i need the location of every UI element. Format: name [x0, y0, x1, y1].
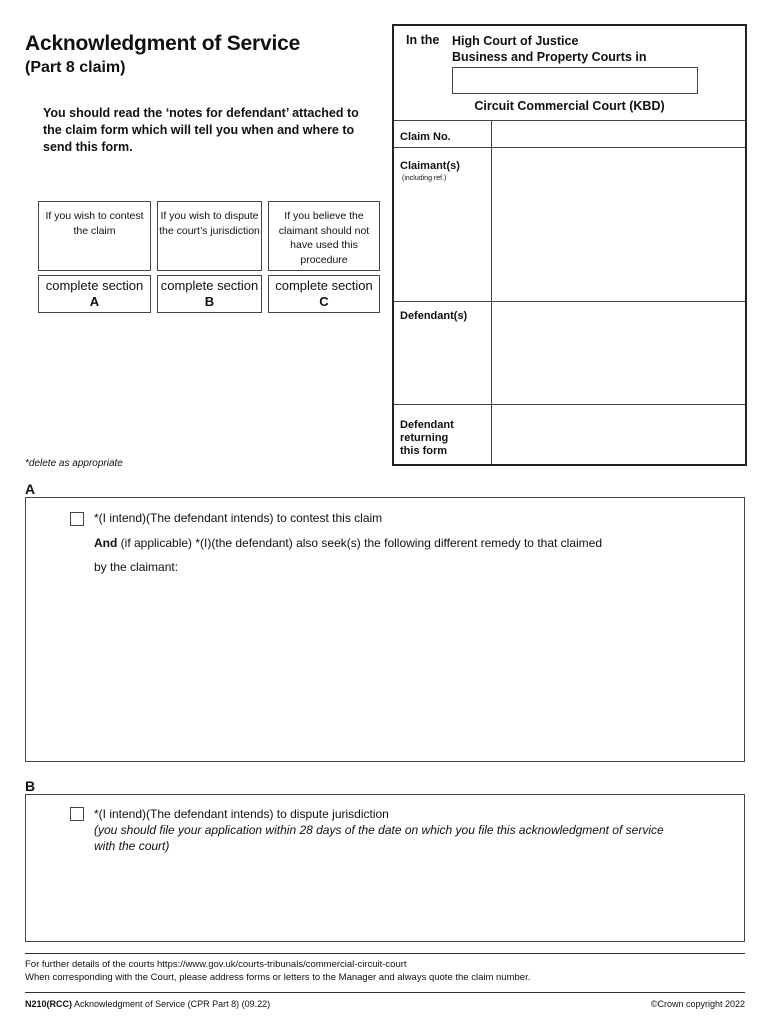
claimants-label: Claimant(s)	[400, 160, 460, 172]
form-subtitle: (Part 8 claim)	[25, 59, 126, 76]
returning-line-1: Defendant	[400, 419, 454, 431]
section-a-and: And	[94, 536, 118, 550]
option-action-c	[268, 275, 380, 313]
option-section-letter: A	[89, 294, 100, 309]
option-section-letter: B	[204, 294, 215, 309]
section-a-and-rest: (if applicable) *(I)(the defendant) also seek(s) the following different remedy to that claimed	[117, 536, 603, 550]
section-b-field[interactable]	[94, 859, 734, 935]
option-action-a	[38, 275, 151, 313]
section-b-checkbox-label: *(I intend)(The defendant intends) to dispute jurisdiction	[94, 807, 389, 821]
form-name: Acknowledgment of Service (CPR Part 8) (09.22)	[72, 999, 271, 1009]
court-location-field[interactable]	[452, 67, 698, 94]
option-action-text: complete section	[160, 278, 259, 293]
option-condition-b: If you wish to dispute the court’s jurisdiction	[157, 201, 262, 271]
claim-no-label: Claim No.	[400, 131, 451, 143]
footer-details: For further details of the courts https://www.gov.uk/courts-tribunals/commercial-circuit-court	[25, 959, 407, 970]
claimants-sublabel: (including ref.)	[402, 175, 447, 182]
court-details-panel	[392, 24, 747, 466]
instruction-text: You should read the ‘notes for defendant’ attached to the claim form which will tell you when and where to send this form.	[43, 106, 359, 154]
option-action-text: complete section	[45, 278, 144, 293]
section-a-remedy-text-cont: by the claimant:	[94, 560, 179, 574]
defendants-field[interactable]	[492, 302, 745, 404]
returning-line-2: returning	[400, 432, 449, 444]
defendant-returning-label	[400, 419, 454, 458]
court-line-2: Business and Property Courts in	[452, 50, 647, 64]
option-condition-c: If you believe the claimant should not have used this procedure	[268, 201, 380, 271]
claimants-field[interactable]	[492, 148, 745, 301]
option-action-text: complete section	[275, 278, 373, 293]
circuit-court-name: Circuit Commercial Court (KBD)	[474, 99, 665, 113]
section-a-checkbox-label: *(I intend)(The defendant intends) to contest this claim	[94, 511, 383, 525]
form-code-line	[25, 999, 270, 1009]
defendants-label: Defendant(s)	[400, 310, 468, 322]
returning-line-3: this form	[400, 445, 448, 457]
claim-no-field[interactable]	[492, 121, 745, 147]
section-b-letter: B	[25, 778, 36, 794]
option-condition-a: If you wish to contest the claim	[38, 201, 151, 271]
in-the-label: In the	[406, 33, 440, 47]
copyright: ©Crown copyright 2022	[650, 999, 745, 1009]
option-action-b	[157, 275, 262, 313]
delete-note: *delete as appropriate	[25, 458, 123, 469]
section-b-note-line-1: (you should file your application within 28 days of the date on which you file this acknowledgment of service	[94, 823, 664, 837]
section-b-note-line-2: with the court)	[94, 839, 170, 853]
footer-corresponding: When corresponding with the Court, please address forms or letters to the Manager and always quote the claim number.	[25, 972, 531, 983]
court-line-1: High Court of Justice	[452, 34, 579, 48]
footer-divider	[25, 992, 745, 993]
form-title: Acknowledgment of Service	[25, 32, 301, 55]
footer-divider	[25, 953, 745, 954]
section-a-checkbox[interactable]	[70, 512, 84, 526]
section-b-box	[25, 794, 745, 942]
defendant-returning-field[interactable]	[492, 405, 745, 464]
section-a-remedy-text	[94, 536, 602, 550]
form-code: N210(RCC)	[25, 999, 73, 1009]
court-name	[452, 33, 646, 65]
section-b-checkbox[interactable]	[70, 807, 84, 821]
option-section-letter: C	[319, 294, 329, 309]
section-a-remedy-field[interactable]	[94, 580, 734, 755]
section-a-letter: A	[25, 481, 36, 497]
section-a-box	[25, 497, 745, 762]
